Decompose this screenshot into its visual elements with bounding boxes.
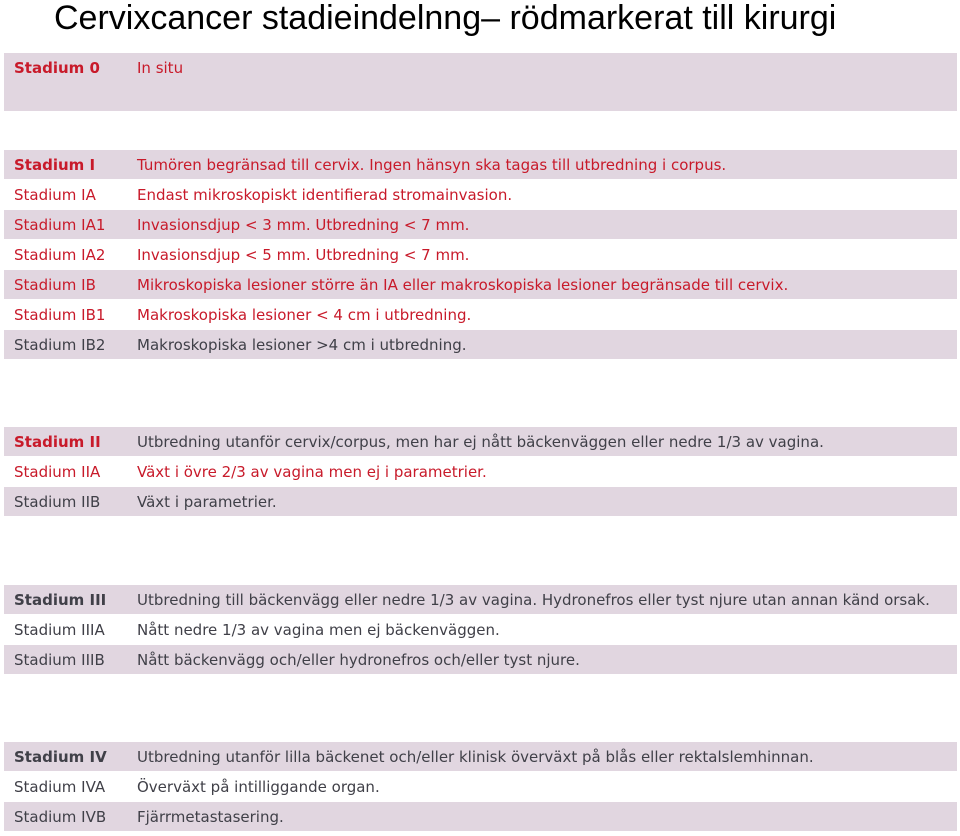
stage-description: Växt i övre 2/3 av vagina men ej i parametrier. bbox=[137, 462, 487, 481]
stage-label: Stadium 0 bbox=[14, 58, 100, 77]
stage-description: Överväxt på intilliggande organ. bbox=[137, 777, 380, 796]
table-row bbox=[4, 330, 957, 359]
stage-description: Endast mikroskopiskt identifierad stromainvasion. bbox=[137, 185, 513, 204]
stage-label: Stadium IA2 bbox=[14, 245, 106, 264]
table-row bbox=[4, 270, 957, 299]
stage-label: Stadium IVA bbox=[14, 777, 106, 796]
stage-label: Stadium IB1 bbox=[14, 305, 106, 324]
stage-label: Stadium IIA bbox=[14, 462, 101, 481]
stage-description: Utbredning utanför lilla bäckenet och/eller klinisk överväxt på blås eller rektalslemhinnan. bbox=[137, 747, 814, 766]
stage-description: Nått bäckenvägg och/eller hydronefros och/eller tyst njure. bbox=[137, 650, 580, 669]
table-row bbox=[4, 645, 957, 674]
stage-label: Stadium I bbox=[14, 155, 96, 174]
stage-label: Stadium IIIA bbox=[14, 620, 105, 639]
stage-label: Stadium IVB bbox=[14, 807, 107, 826]
stage-description: Invasionsdjup < 3 mm. Utbredning < 7 mm. bbox=[137, 215, 470, 234]
spacer-row bbox=[4, 82, 957, 111]
stage-description: Makroskopiska lesioner < 4 cm i utbredning. bbox=[137, 305, 472, 324]
table-row bbox=[4, 772, 957, 801]
stage-label: Stadium IV bbox=[14, 747, 107, 766]
stage-description: Makroskopiska lesioner >4 cm i utbredning. bbox=[137, 335, 467, 354]
stage-description: Utbredning till bäckenvägg eller nedre 1/3 av vagina. Hydronefros eller tyst njure utan annan känd orsak. bbox=[137, 590, 930, 609]
stage-label: Stadium IB bbox=[14, 275, 96, 294]
table-row bbox=[4, 53, 957, 82]
table-row bbox=[4, 300, 957, 329]
table-row bbox=[4, 742, 957, 771]
stage-label: Stadium III bbox=[14, 590, 107, 609]
stage-label: Stadium IB2 bbox=[14, 335, 106, 354]
stage-description: Nått nedre 1/3 av vagina men ej bäckenväggen. bbox=[137, 620, 500, 639]
table-row bbox=[4, 457, 957, 486]
stage-label: Stadium IA bbox=[14, 185, 96, 204]
spacer-row bbox=[4, 111, 957, 140]
table-row bbox=[4, 240, 957, 269]
page-title: Cervixcancer stadieindelnng– rödmarkerat till kirurgi bbox=[54, 0, 837, 37]
table-row bbox=[4, 210, 957, 239]
stage-label: Stadium IIIB bbox=[14, 650, 105, 669]
table-row bbox=[4, 180, 957, 209]
table-row bbox=[4, 802, 957, 831]
stage-label: Stadium IIB bbox=[14, 492, 101, 511]
stage-description: Utbredning utanför cervix/corpus, men har ej nått bäckenväggen eller nedre 1/3 av vagina. bbox=[137, 432, 824, 451]
table-row bbox=[4, 615, 957, 644]
stage-description: Fjärrmetastasering. bbox=[137, 807, 284, 826]
table-row bbox=[4, 487, 957, 516]
table-row bbox=[4, 427, 957, 456]
stage-description: In situ bbox=[137, 58, 184, 77]
table-row bbox=[4, 585, 957, 614]
stage-description: Invasionsdjup < 5 mm. Utbredning < 7 mm. bbox=[137, 245, 470, 264]
stage-description: Tumören begränsad till cervix. Ingen hänsyn ska tagas till utbredning i corpus. bbox=[137, 155, 727, 174]
table-row bbox=[4, 150, 957, 179]
stage-label: Stadium IA1 bbox=[14, 215, 106, 234]
stage-label: Stadium II bbox=[14, 432, 101, 451]
stage-description: Mikroskopiska lesioner större än IA eller makroskopiska lesioner begränsade till cervix. bbox=[137, 275, 789, 294]
stage-description: Växt i parametrier. bbox=[137, 492, 277, 511]
